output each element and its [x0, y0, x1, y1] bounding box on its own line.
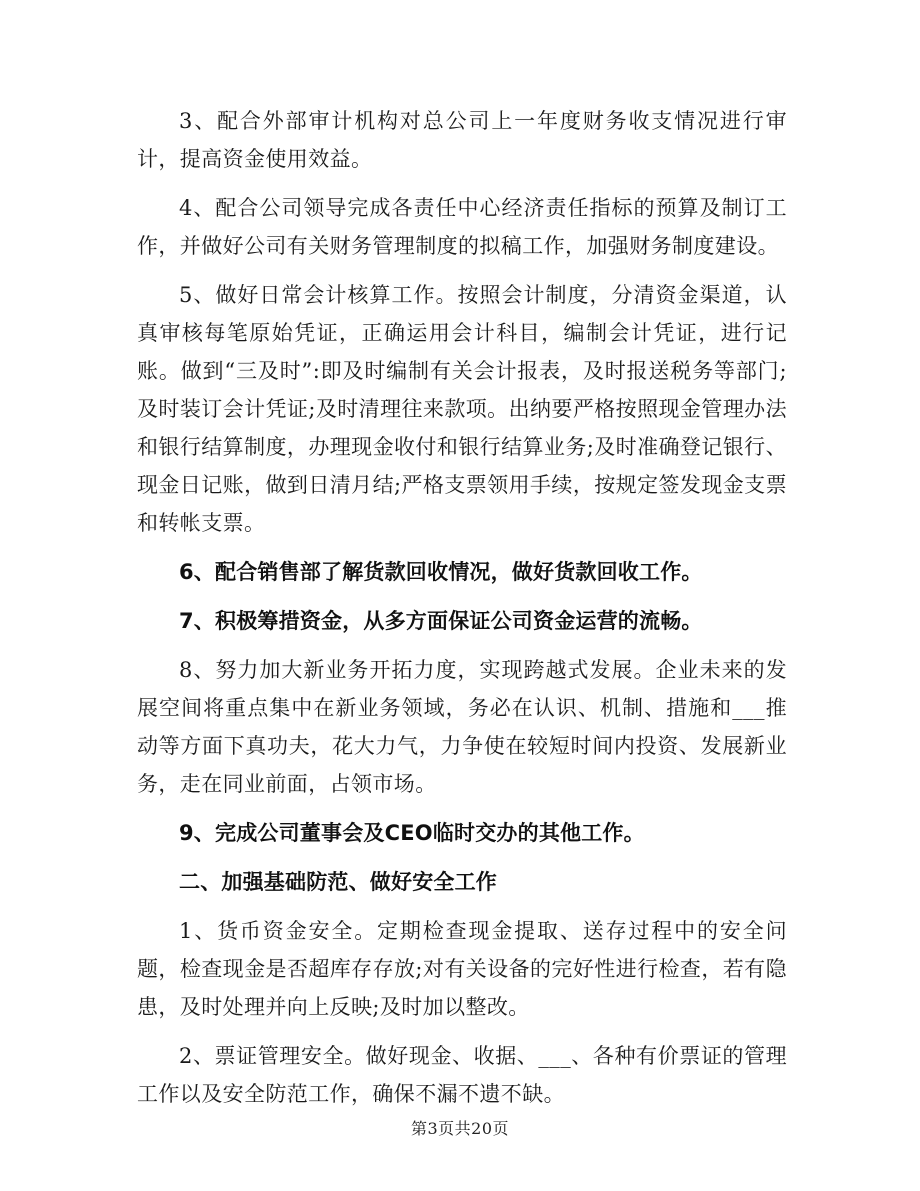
section-heading-safety: 二、加强基础防范、做好安全工作: [179, 870, 497, 894]
paragraph-item-6: 6、配合销售部了解货款回收情况，做好货款回收工作。: [179, 560, 703, 584]
document-body: [137, 102, 787, 1124]
paragraph-item-4: 4、配合公司领导完成各责任中心经济责任指标的预算及制订工作，并做好公司有关财务管理制度的拟稿工作，加强财务制度建设。: [137, 196, 787, 258]
paragraph-voucher-safety: 2、票证管理安全。做好现金、收据、___、各种有价票证的管理工作以及安全防范工作，确保不漏不遗不缺。: [137, 1044, 787, 1106]
paragraph-item-3: 3、配合外部审计机构对总公司上一年度财务收支情况进行审计，提高资金使用效益。: [137, 109, 787, 171]
page-number-footer: 第3页共20页: [410, 1119, 510, 1138]
paragraph-item-7: 7、积极筹措资金，从多方面保证公司资金运营的流畅。: [179, 609, 703, 633]
paragraph-cash-safety: 1、货币资金安全。定期检查现金提取、送存过程中的安全问题，检查现金是否超库存存放;对有关设备的完好性进行检查，若有隐患，及时处理并向上反映;及时加以整改。: [137, 919, 787, 1019]
paragraph-item-8: 8、努力加大新业务开拓力度，实现跨越式发展。企业未来的发展空间将重点集中在新业务领域，务必在认识、机制、措施和___推动等方面下真功夫，花大力气，力争使在较短时间内投资、发展新业务，走在同业前面，占领市场。: [137, 658, 787, 796]
paragraph-item-9: 9、完成公司董事会及CEO临时交办的其他工作。: [179, 821, 645, 845]
paragraph-item-5: 5、做好日常会计核算工作。按照会计制度，分清资金渠道，认真审核每笔原始凭证，正确运用会计科目，编制会计凭证，进行记账。做到“三及时”:即及时编制有关会计报表，及时报送税务等部门;及时装订会计凭证;及时清理往来款项。出纳要严格按照现金管理办法和银行结算制度，办理现金收付和银行结算业务;及时准确登记银行、现金日记账，做到日清月结;严格支票领用手续，按规定签发现金支票和转帐支票。: [137, 283, 787, 535]
